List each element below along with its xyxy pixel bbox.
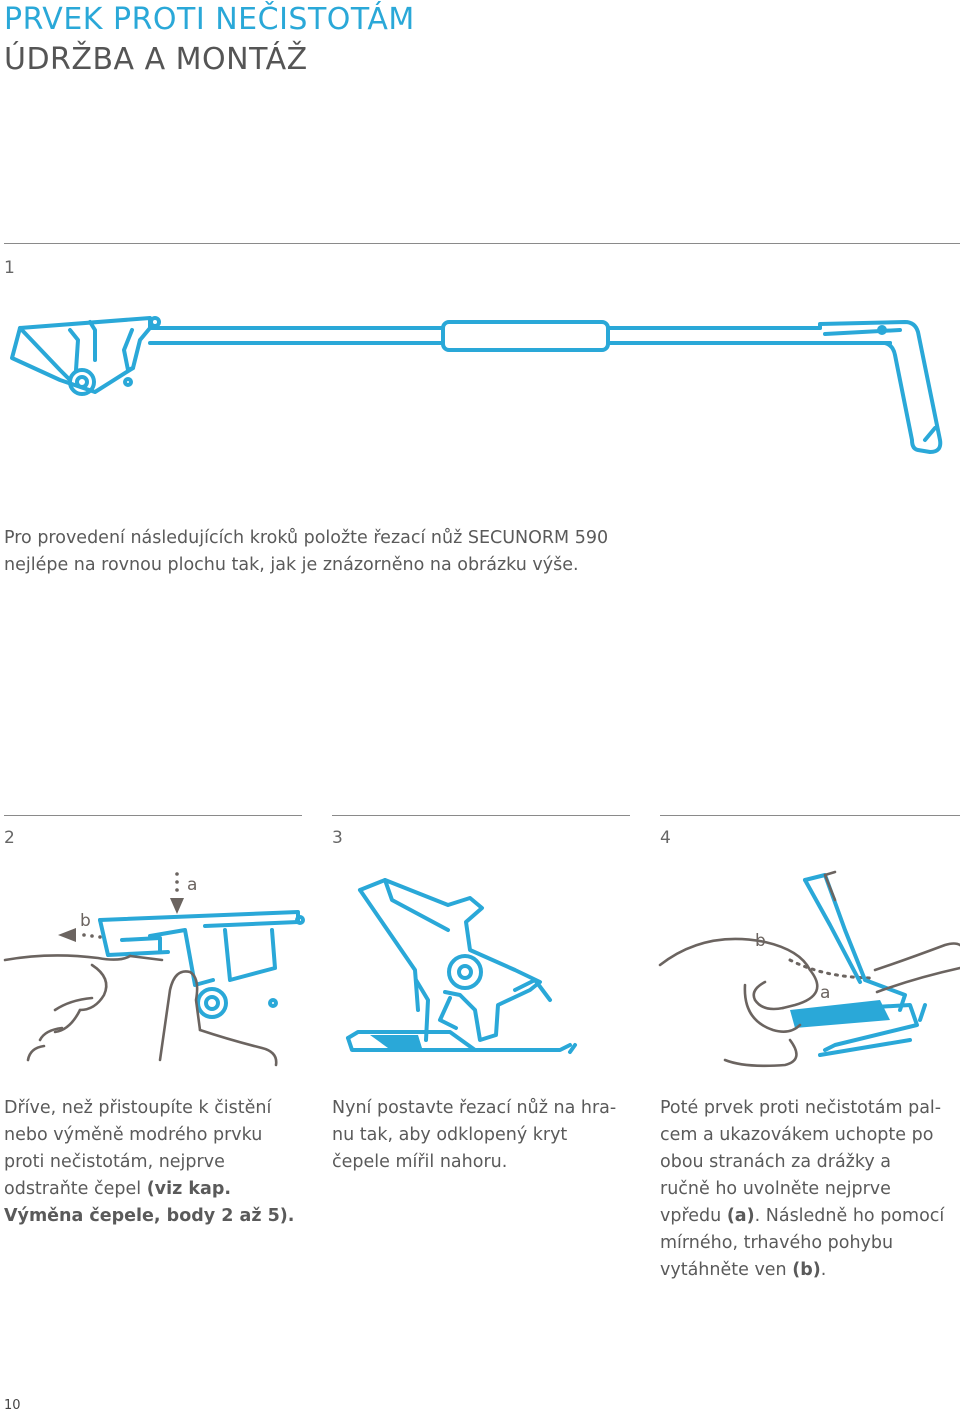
step1-text-line1: Pro provedení následujících kroků položte řezací nůž SECUNORM 590 (4, 528, 609, 548)
step4-text-bold-a: (a) (726, 1206, 755, 1226)
step1-divider (4, 243, 960, 244)
step4-text-line5 (660, 1203, 960, 1230)
step2-text-bold-reference: Výměna čepele, body 2 až 5). (4, 1206, 295, 1226)
step4-text-plain: vpředu (660, 1206, 727, 1226)
step4-text-bold-b: (b) (792, 1260, 821, 1280)
step3-illustration (330, 860, 640, 1070)
step3-divider (332, 815, 630, 816)
step4-text-line: cem a ukazovákem uchopte po (660, 1125, 934, 1145)
step1-text-line2: nejlépe na rovnou plochu tak, jak je znázorněno na obrázku výše. (4, 555, 579, 575)
step3-number: 3 (332, 828, 343, 848)
step1-knife-illustration (0, 300, 960, 470)
step3-text (332, 1095, 632, 1176)
step2-number: 2 (4, 828, 15, 848)
step4-number: 4 (660, 828, 671, 848)
step2-label-b: b (80, 911, 91, 931)
step4-text-plain: vytáhněte ven (660, 1260, 793, 1280)
step4-label-b: b (755, 931, 766, 951)
step4-text-line: Poté prvek proti nečistotám pal- (660, 1098, 942, 1118)
step3-text-line: Nyní postavte řezací nůž na hra- (332, 1098, 617, 1118)
step4-divider (660, 815, 960, 816)
step2-text-plain: odstraňte čepel (4, 1179, 147, 1199)
step4-text-plain: . (820, 1260, 827, 1280)
step2-text (4, 1095, 304, 1230)
step4-text-line: mírného, trhavého pohybu (660, 1233, 894, 1253)
step2-text-line: Dříve, než přistoupíte k čistění (4, 1098, 272, 1118)
step4-text-line: obou stranách za drážky a (660, 1152, 892, 1172)
step2-text-line: nebo výměně modrého prvku (4, 1125, 263, 1145)
step2-illustration (0, 860, 310, 1070)
step4-text (660, 1095, 960, 1284)
step4-text-line: ručně ho uvolněte nejprve (660, 1179, 891, 1199)
step2-divider (4, 815, 302, 816)
step4-illustration (655, 860, 960, 1070)
step2-text-bold: (viz kap. (146, 1179, 231, 1199)
arrow-down-icon (170, 872, 184, 914)
step2-text-line: proti nečistotám, nejprve (4, 1152, 225, 1172)
step2-text-line4 (4, 1176, 304, 1203)
step2-text-line5 (4, 1203, 304, 1230)
step1-number: 1 (4, 258, 15, 278)
page-subtitle: ÚDRŽBA A MONTÁŽ (4, 42, 308, 77)
step2-label-a: a (187, 875, 198, 895)
step1-text (4, 525, 764, 579)
step4-label-a: a (820, 983, 831, 1003)
step4-text-line7 (660, 1257, 960, 1284)
step4-text-plain: . Následně ho pomocí (754, 1206, 945, 1226)
page-title: PRVEK PROTI NEČISTOTÁM (4, 2, 415, 37)
page-number: 10 (4, 1398, 21, 1413)
step3-text-line: nu tak, aby odklopený kryt (332, 1125, 568, 1145)
step3-text-line: čepele mířil nahoru. (332, 1152, 508, 1172)
